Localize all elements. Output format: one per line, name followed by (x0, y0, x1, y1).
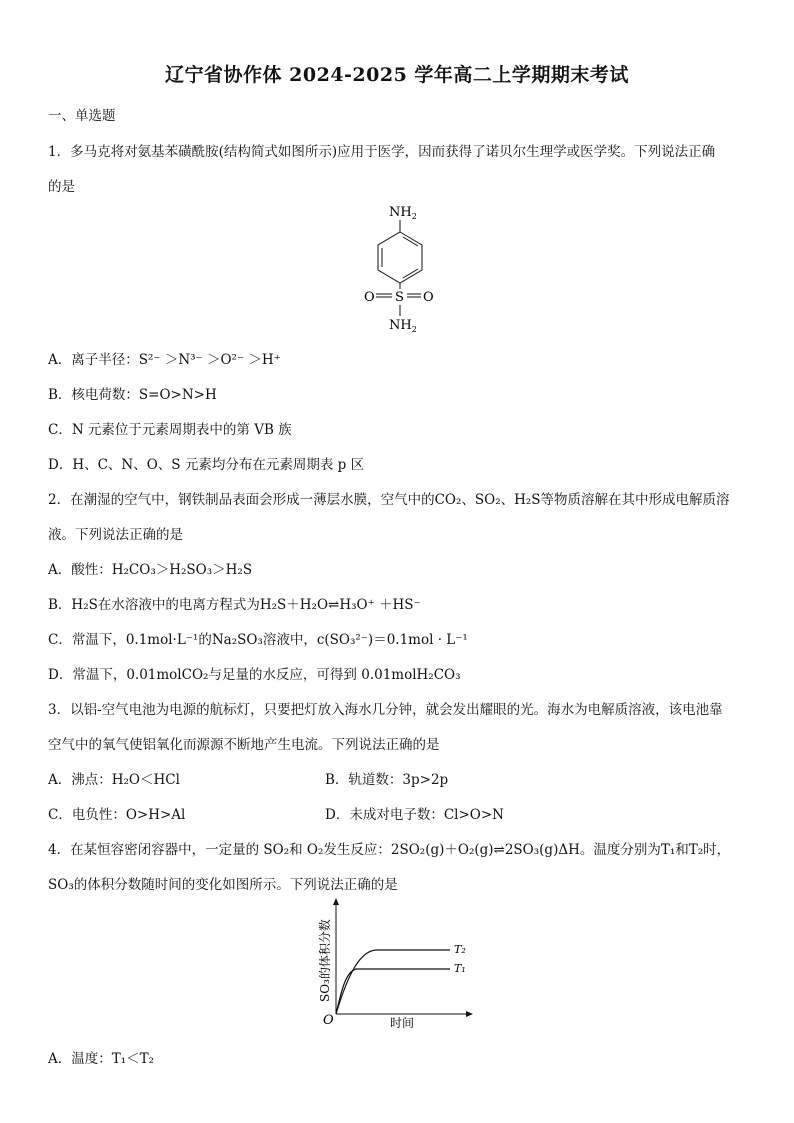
q1-stem-line1: 1．多马克将对氨基苯磺酰胺(结构简式如图所示)应用于医学，因而获得了诺贝尔生理学或医学奖。下列说法正确 (48, 144, 716, 160)
q2-option-d: D．常温下，0.01molCO₂与足量的水反应，可得到 0.01molH₂CO₃ (48, 667, 461, 683)
q1-stem-line2: 的是 (48, 179, 75, 195)
q4-stem-line1: 4．在某恒容密闭容器中，一定量的 SO₂和 O₂发生反应：2SO₂(g)＋O₂(g)⇌2SO₃(g)ΔH。温度分别为T₁和T₂时， (48, 842, 731, 858)
q1-bottom-nh2: $NH_2$ (389, 318, 417, 334)
q2-stem-line2: 液。下列说法正确的是 (48, 527, 183, 543)
q2-option-b: B．H₂S在水溶液中的电离方程式为H₂S＋H₂O⇌H₃O⁺ ＋HS⁻ (48, 597, 421, 613)
o-right: O (423, 290, 434, 305)
label-t1: T₁ (454, 962, 466, 975)
q1-option-a: A．离子半径：S²⁻ ＞N³⁻ ＞O²⁻ ＞H⁺ (48, 352, 281, 368)
q1-option-c: C．N 元素位于元素周期表中的第 VB 族 (48, 422, 292, 438)
q3-option-c: C．电负性：O>H>Al (48, 807, 186, 823)
x-axis-label: 时间 (390, 1016, 415, 1030)
curve-t1 (336, 969, 450, 1014)
q3-option-d: D．未成对电子数：Cl>O>N (325, 807, 504, 823)
s-atom: S (395, 290, 404, 305)
q1-option-b: B．核电荷数：S=O>N>H (48, 387, 217, 403)
q4-stem-line2: SO₃的体积分数随时间的变化如图所示。下列说法正确的是 (48, 877, 398, 893)
y-axis-label: SO₃的体积分数 (318, 919, 332, 1002)
benzene-ring (378, 232, 422, 283)
q3-option-a: A．沸点：H₂O＜HCl (48, 772, 180, 788)
q2-option-c: C．常温下，0.1mol·L⁻¹的Na₂SO₃溶液中，c(SO₃²⁻)＝0.1mol · L⁻¹ (48, 632, 468, 648)
q2-stem-line1: 2．在潮湿的空气中，钢铁制品表面会形成一薄层水膜，空气中的CO₂、SO₂、H₂S等物质溶解在其中形成电解质溶 (48, 492, 730, 508)
page-title: 辽宁省协作体 2024-2025 学年高二上学期期末考试 (165, 64, 629, 86)
q2-option-a: A．酸性：H₂CO₃＞H₂SO₃＞H₂S (48, 562, 253, 578)
q3-stem-line2: 空气中的氧气使铝氧化而源源不断地产生电流。下列说法正确的是 (48, 737, 440, 753)
y-axis-arrow (333, 898, 339, 905)
section-heading: 一、单选题 (48, 108, 116, 124)
q4-graph (308, 896, 488, 1036)
curve-t2 (336, 950, 450, 1014)
q1-option-d: D．H、C、N、O、S 元素均分布在元素周期表 p 区 (48, 457, 365, 473)
o-left: O (364, 290, 375, 305)
q1-structure-diagram (355, 198, 445, 338)
q3-option-b: B．轨道数：3p>2p (325, 772, 449, 788)
q4-option-a: A．温度：T₁＜T₂ (48, 1051, 155, 1067)
label-t2: T₂ (454, 943, 466, 956)
q3-stem-line1: 3．以铝-空气电池为电源的航标灯，只要把灯放入海水几分钟，就会发出耀眼的光。海水为电解质溶液，该电池靠 (48, 702, 723, 718)
q1-top-nh2: $NH_2$ (389, 205, 417, 221)
x-axis-arrow (466, 1011, 473, 1017)
origin-label: O (323, 1013, 334, 1028)
